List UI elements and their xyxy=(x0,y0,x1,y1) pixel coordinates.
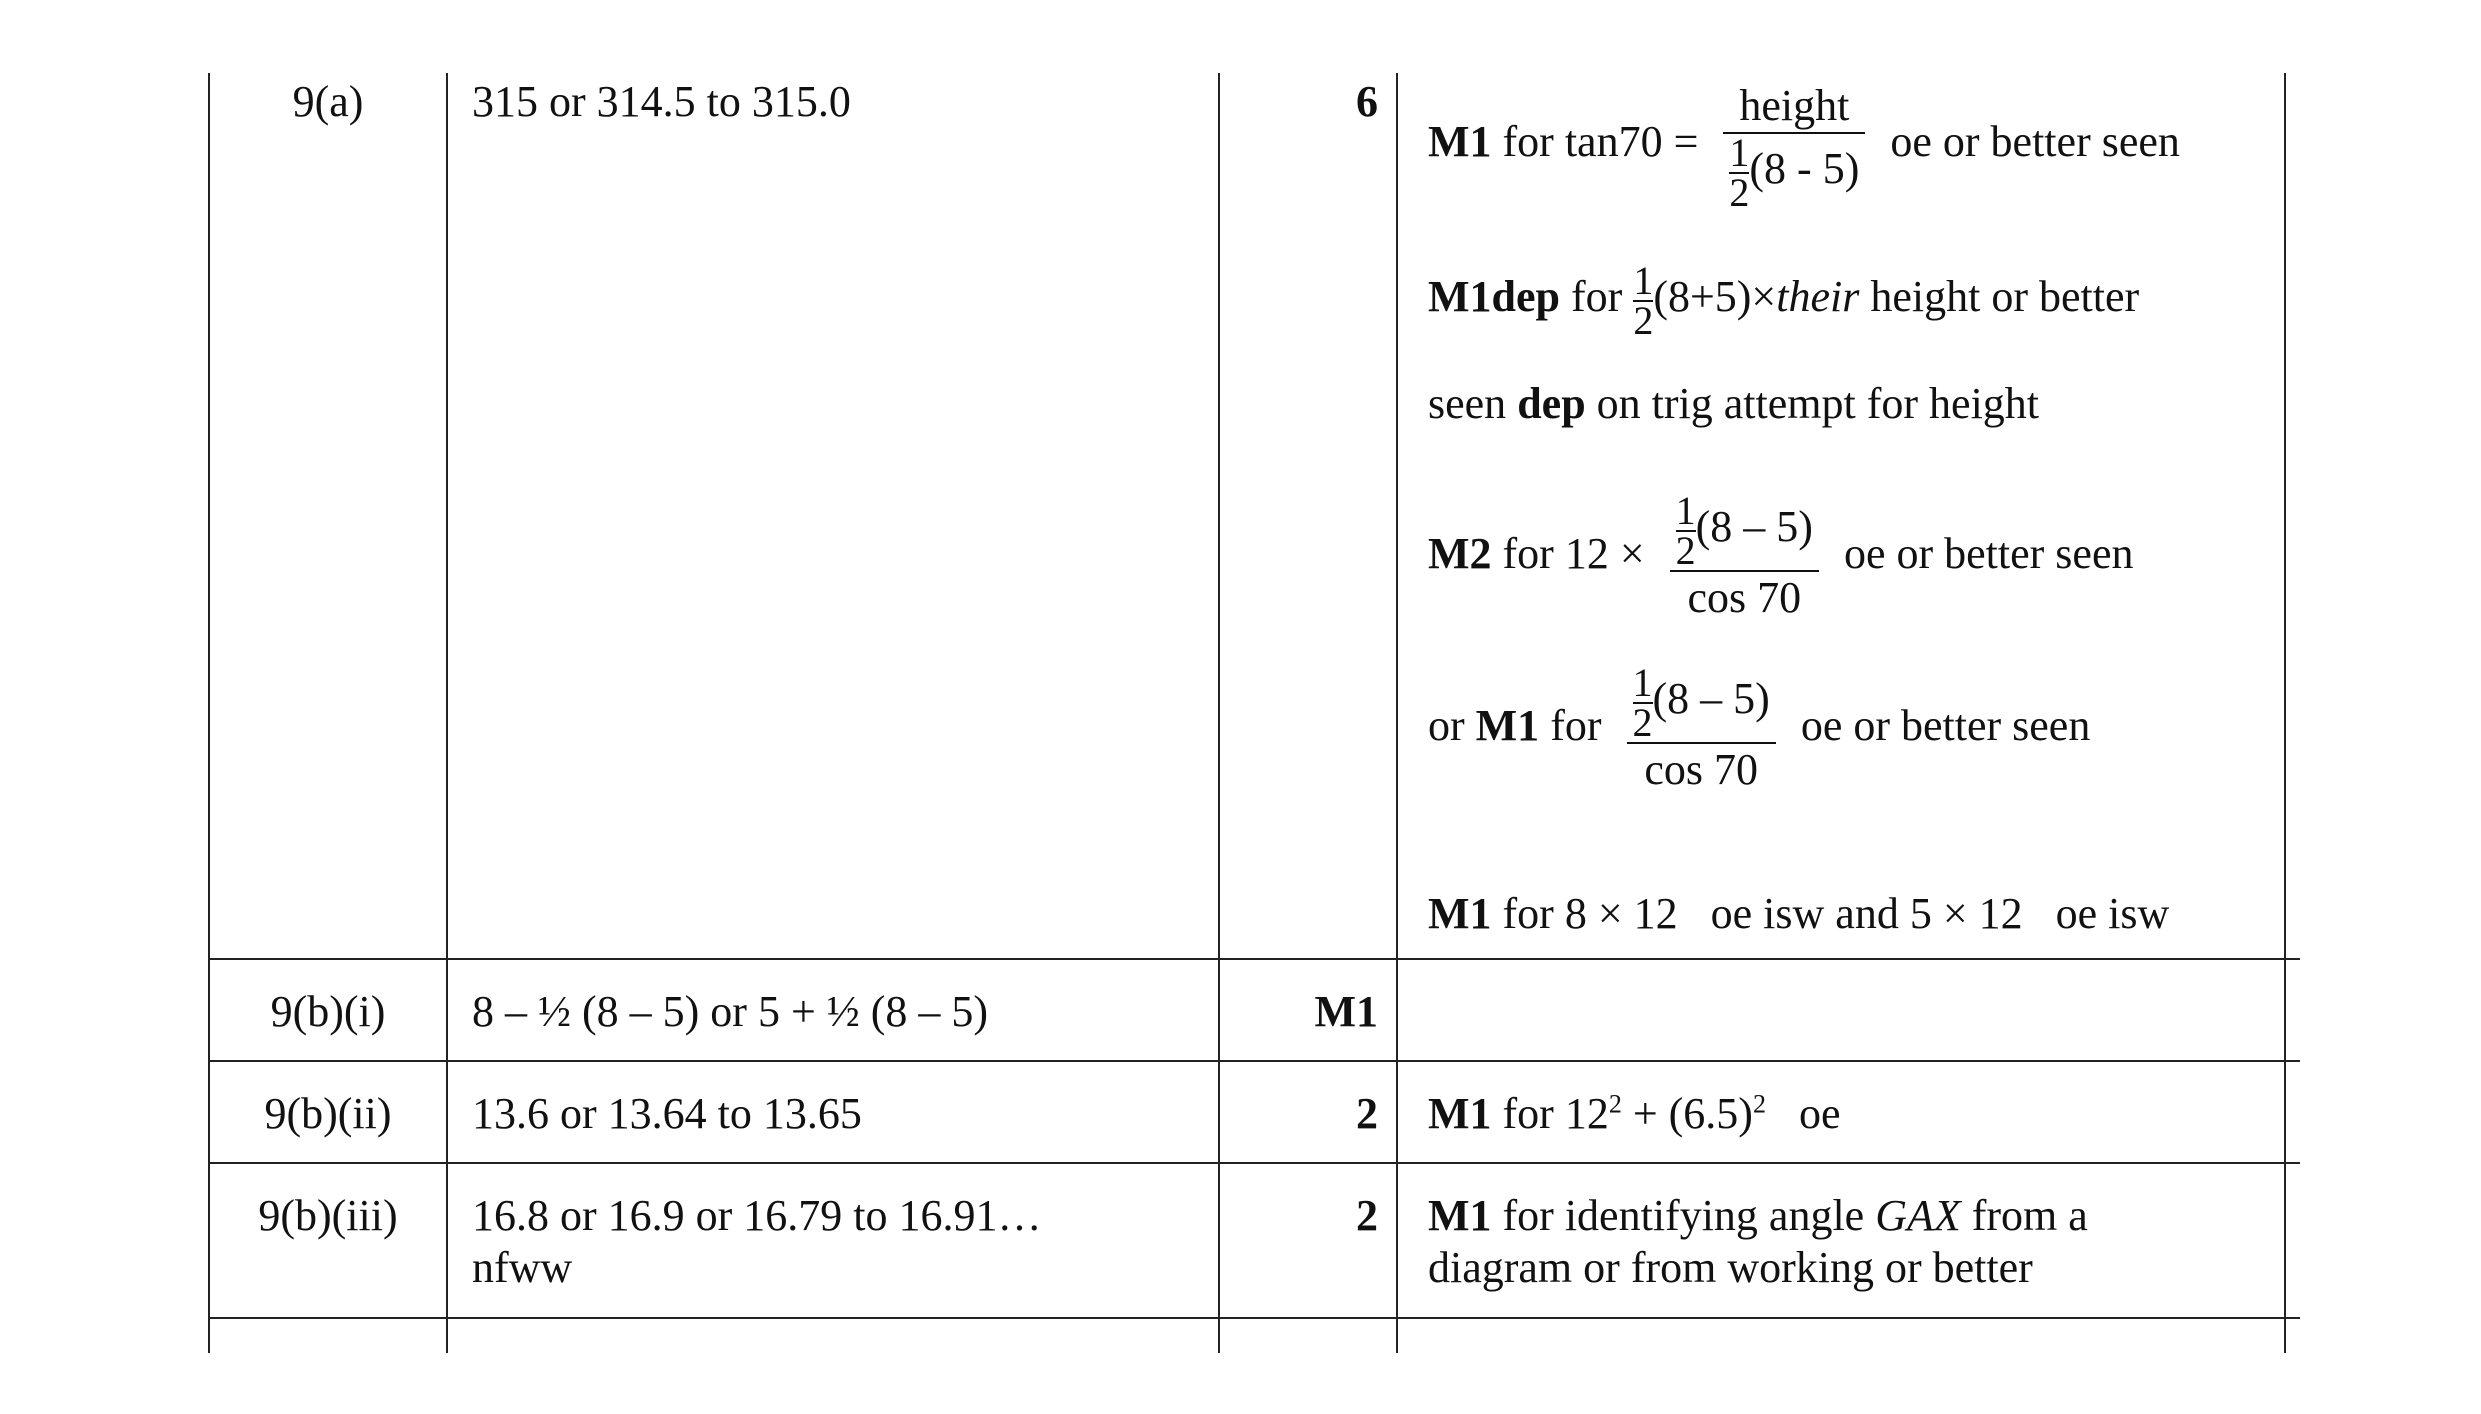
half-fraction xyxy=(1632,660,1653,745)
guidance-text: for 8 × 12 oe isw and 5 × 12 oe isw xyxy=(1502,889,2170,938)
mark-code: M1 xyxy=(1428,1089,1492,1138)
their-word: their xyxy=(1776,272,1860,322)
half-fraction xyxy=(1633,258,1654,343)
fraction-over-cos70 xyxy=(1627,660,1776,796)
answer-cell: 13.6 or 13.64 to 13.65 xyxy=(472,1089,862,1138)
half-num: 1 xyxy=(1675,488,1696,533)
guidance-text: on trig attempt for height xyxy=(1596,379,2040,428)
half-num: 1 xyxy=(1633,258,1654,303)
guidance-text: + (6.5) xyxy=(1621,1089,1753,1138)
guidance-text: seen xyxy=(1428,379,1507,428)
guidance-line-m2 xyxy=(1428,488,2134,624)
guidance-cell xyxy=(1428,1190,2288,1294)
num-rest: (8 – 5) xyxy=(1652,674,1770,724)
answer-cell: 8 – ½ (8 – 5) or 5 + ½ (8 – 5) xyxy=(472,987,989,1036)
row-divider-3 xyxy=(208,1162,2300,1164)
guidance-line-tan xyxy=(1428,80,2180,215)
row-divider-1 xyxy=(208,958,2300,960)
column-divider-2 xyxy=(1218,73,1220,1353)
half-fraction xyxy=(1675,488,1696,573)
guidance-text: for identifying angle xyxy=(1502,1191,1865,1240)
answer-line: nfww xyxy=(472,1243,573,1292)
column-divider-3 xyxy=(1396,73,1398,1353)
mark-code: M1dep xyxy=(1428,272,1560,322)
guidance-text: height or better xyxy=(1870,272,2140,322)
marks-cell: 2 xyxy=(1356,1191,1378,1240)
row-divider-2 xyxy=(208,1060,2300,1062)
half-num: 1 xyxy=(1729,130,1750,175)
superscript: 2 xyxy=(1608,1089,1622,1119)
guidance-line: diagram or from working or better xyxy=(1428,1243,2033,1292)
marks-cell: M1 xyxy=(1314,987,1378,1036)
half-den: 2 xyxy=(1633,298,1654,343)
fraction-denominator xyxy=(1723,130,1865,215)
guidance-text: for xyxy=(1571,272,1623,322)
table-border-left xyxy=(208,73,210,1353)
row-divider-4 xyxy=(208,1317,2300,1319)
part-label: 9(b)(iii) xyxy=(258,1191,398,1240)
guidance-line xyxy=(1428,1190,2288,1242)
mark-code: M1 xyxy=(1475,701,1540,751)
guidance-text: or xyxy=(1428,701,1465,751)
guidance-line-pythagoras xyxy=(1428,1088,1841,1140)
dep-keyword: dep xyxy=(1517,379,1586,428)
marks-cell: 6 xyxy=(1356,77,1378,126)
part-label: 9(a) xyxy=(292,77,364,126)
fraction-denominator: cos 70 xyxy=(1627,742,1776,796)
num-rest: (8 – 5) xyxy=(1695,502,1813,552)
guidance-expr: (8+5)× xyxy=(1653,272,1777,322)
mark-code: M1 xyxy=(1428,1191,1492,1240)
answer-line: 16.8 or 16.9 or 16.79 to 16.91… xyxy=(472,1191,1042,1240)
guidance-text: for tan70 = xyxy=(1502,117,1699,167)
guidance-line-or-m1 xyxy=(1428,660,2091,796)
guidance-line-area-cont xyxy=(1428,378,2039,430)
den-rest: (8 - 5) xyxy=(1749,144,1860,194)
guidance-text: for 12 × xyxy=(1502,529,1645,579)
angle-name: GAX xyxy=(1875,1191,1961,1240)
column-divider-1 xyxy=(446,73,448,1353)
superscript: 2 xyxy=(1752,1089,1766,1119)
guidance-text: oe or better seen xyxy=(1800,701,2091,751)
mark-code: M1 xyxy=(1428,889,1492,938)
part-label: 9(b)(ii) xyxy=(264,1089,392,1138)
mark-code: M1 xyxy=(1428,117,1492,167)
answer-cell xyxy=(472,1190,1212,1294)
marks-cell: 2 xyxy=(1356,1089,1378,1138)
guidance-text: for 12 xyxy=(1502,1089,1609,1138)
guidance-text: oe or better seen xyxy=(1890,117,2180,167)
guidance-text: for xyxy=(1550,701,1602,751)
part-label: 9(b)(i) xyxy=(270,987,386,1036)
half-num: 1 xyxy=(1632,660,1653,705)
mark-code: M2 xyxy=(1428,529,1492,579)
answer-cell: 315 or 314.5 to 315.0 xyxy=(472,77,851,126)
fraction-numerator xyxy=(1627,660,1776,745)
table-border-right xyxy=(2284,73,2286,1353)
fraction-numerator: height xyxy=(1739,81,1850,130)
guidance-text: from a xyxy=(1971,1191,2088,1240)
fraction-height-over-half xyxy=(1723,80,1865,215)
guidance-text: oe or better seen xyxy=(1843,529,2134,579)
fraction-denominator: cos 70 xyxy=(1670,570,1819,624)
half-fraction xyxy=(1729,130,1750,215)
guidance-line-products xyxy=(1428,888,2169,940)
half-den: 2 xyxy=(1729,170,1750,215)
half-den: 2 xyxy=(1675,528,1696,573)
fraction-over-cos70 xyxy=(1670,488,1819,624)
guidance-text: oe xyxy=(1765,1089,1841,1138)
fraction-numerator xyxy=(1670,488,1819,573)
guidance-line-area xyxy=(1428,258,2140,343)
half-den: 2 xyxy=(1632,700,1653,745)
